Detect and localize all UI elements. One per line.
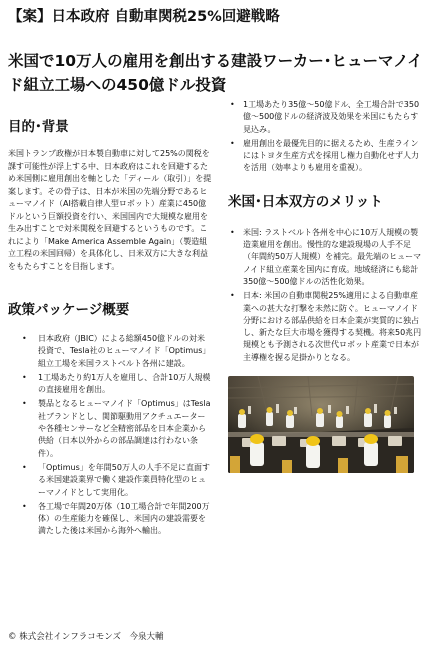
- package-item: • 各工場で年間20万体（10工場合計で年間200万体）の生産能力を確保し、米国内の建設需要を満たした後は米国から海外へ輸出。: [8, 501, 212, 538]
- document-title: 【案】日本政府 自動車関税25%回避戦略: [8, 9, 280, 25]
- package-section: [8, 301, 212, 538]
- purpose-heading: 目的･背景: [8, 119, 69, 135]
- purpose-body: 米国トランプ政権が日本製自動車に対して25%の関税を課す可能性が浮上する中、日本政府はこれを回避するため米国側に雇用創出を軸とした「ディール（取引）」を提案します。その骨子は、日本が米国の先端分野であるヒューマノイド（AI搭載自律人型ロボット）産業に450億ドルという巨額投資を行い、米国国内で大規模な雇用を生み出すことで対米関税を回避するというものです。これにより「Make America Assemble Again」（製造組立工程の米国回帰）を具体化し、日米双方に大きな利益をもたらすことを目指します。: [8, 149, 212, 271]
- package-item: • 「Optimus」を年間50万人の人手不足に直面する米国建設業界で働く建設作業員特化型のヒューマノイドとして実用化。: [8, 462, 212, 499]
- merit-item-japan: • 日本: 米国の自動車関税25%適用による自動車産業への甚大な打撃を未然に防ぐ。ヒューマノイド分野における部品供給を日本企業が実質的に独占し、新たな巨大市場を獲得する契機。将来50兆円規模とも予測される次世代ロボット産業で日本が主導権を握る足掛かりとなる。: [228, 290, 422, 364]
- package-item: • 1工場あたり約1万人を雇用し、合計10万人規模の直接雇用を創出。: [8, 372, 212, 397]
- factory-illustration: [228, 376, 414, 473]
- merits-list: [228, 227, 422, 364]
- package-item: • 製品となるヒューマノイド「Optimus」はTesla社ブランドとし、関節駆動用アクチュエーターや各種センサーなど全精密部品を日本企業から供給（日本以外からの部品調達は行わない条件）。: [8, 398, 212, 459]
- right-column: [228, 99, 422, 473]
- left-column: [8, 118, 212, 540]
- package-item: • 雇用創出を最優先目的に据えるため、生産ラインにはトヨタ生産方式を採用し権力自動化せず人力を活用（効率よりも雇用を重視）。: [228, 138, 422, 175]
- package-list: [8, 333, 212, 538]
- package-item: • 1工場あたり35億～50億ドル、全工場合計で350億～500億ドルの経済波及効果を米国にもたらす見込み。: [228, 99, 422, 136]
- package-list-continued: [228, 99, 422, 175]
- merits-section: [228, 193, 422, 364]
- merit-item-us: • 米国: ラストベルト各州を中心に10万人規模の製造業雇用を創出。慢性的な建設現場の人手不足（年間約50万人規模）を補完。最先端のヒューマノイド組立産業を国内に育成。地域経済にも総計350億～500億ドルの活性化効果。: [228, 227, 422, 288]
- package-heading: 政策パッケージ概要: [8, 302, 130, 318]
- copyright-footer: © 株式会社インフラコモンズ 今泉大輔: [8, 632, 164, 642]
- merits-heading: 米国･日本双方のメリット: [228, 193, 383, 210]
- package-item: • 日本政府（JBIC）による総額450億ドルの対米投資で、Tesla社のヒューマノイド「Optimus」組立工場を米国ラストベルト各州に建設。: [8, 333, 212, 370]
- headline: 米国で10万人の雇用を創出する建設ワーカー･ヒューマノイド組立工場への450億ドル投資: [8, 52, 423, 94]
